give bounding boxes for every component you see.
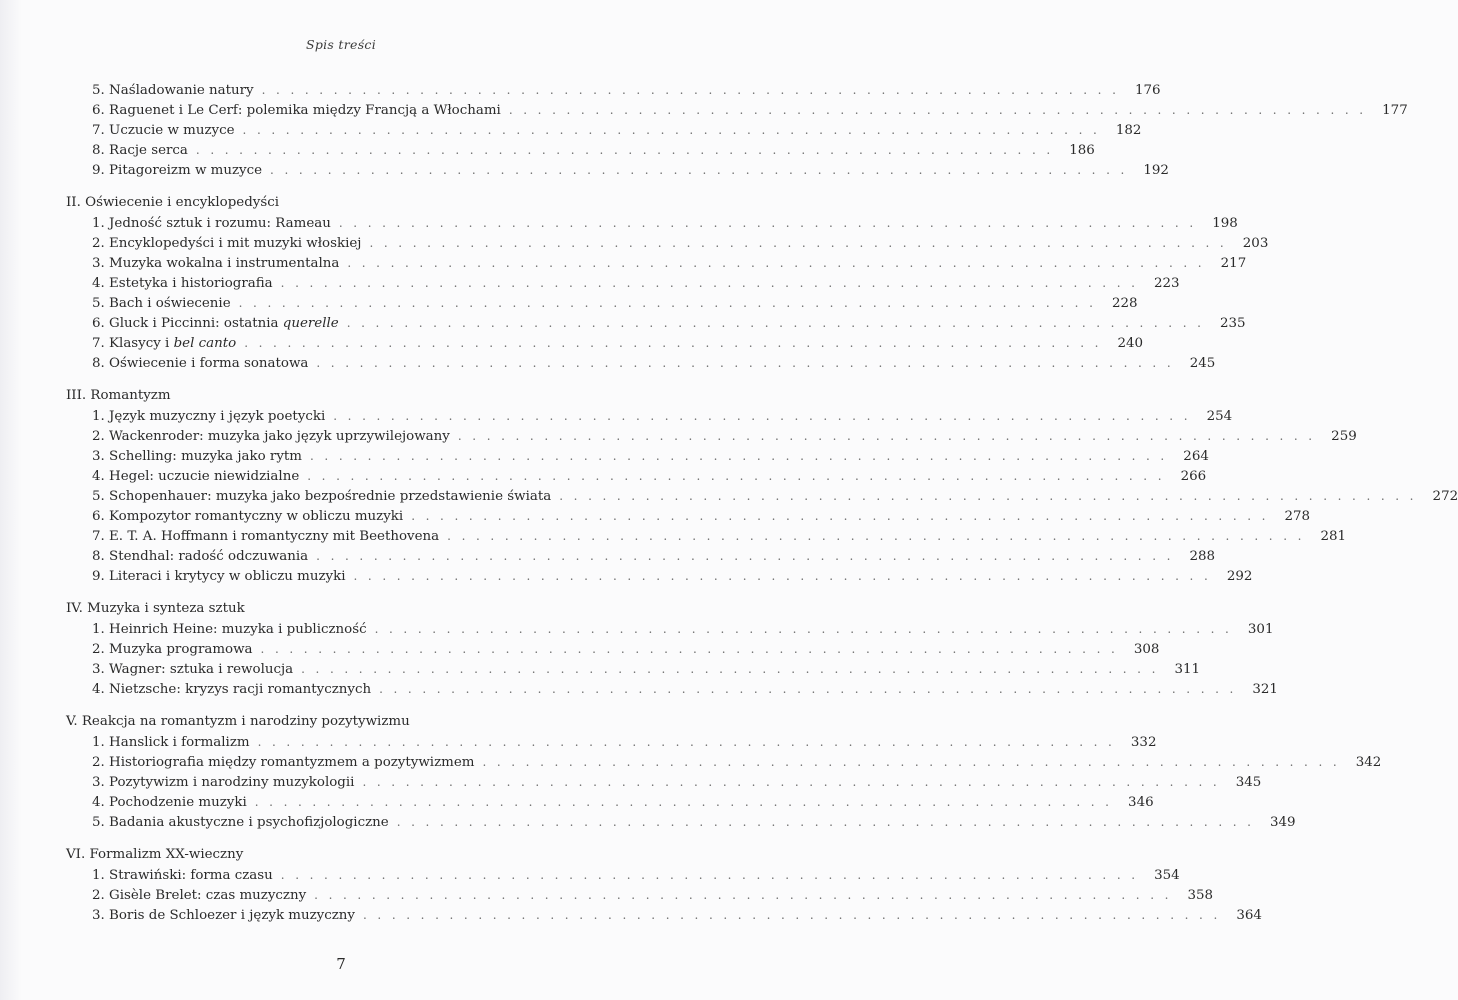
- entry-page-number: 266: [1180, 469, 1207, 484]
- toc-section: [66, 80, 1408, 180]
- entry-title: [92, 407, 325, 427]
- entry-title: [92, 467, 299, 487]
- entry-title: [92, 334, 236, 354]
- toc-entry[interactable]: [66, 865, 1180, 885]
- entry-title-text: 3. Boris de Schloezer i język muzyczny: [92, 908, 355, 923]
- entry-title-text: 3. Wagner: sztuka i rewolucja: [92, 662, 294, 677]
- entry-title-text: 4. Pochodzenie muzyki: [92, 795, 247, 810]
- toc-entry[interactable]: [66, 313, 1246, 333]
- page-edge-shadow: [0, 0, 22, 1000]
- toc-entry[interactable]: [66, 293, 1138, 313]
- toc-entry[interactable]: [66, 619, 1274, 639]
- toc-entry[interactable]: [66, 100, 1408, 120]
- dot-leader: ............................................................: [457, 429, 1323, 443]
- dot-leader: ............................................................: [338, 216, 1204, 230]
- toc-entry[interactable]: [66, 233, 1269, 253]
- entry-title-text: 2. Wackenroder: muzyka jako język uprzywilejowany: [92, 429, 450, 444]
- entry-title: [92, 214, 331, 234]
- toc-entry[interactable]: [66, 679, 1278, 699]
- entry-title: [92, 314, 339, 334]
- toc-entry[interactable]: [66, 885, 1214, 905]
- entry-page-number: 235: [1220, 316, 1246, 331]
- toc-entry[interactable]: [66, 566, 1253, 586]
- entry-title-italic: bel canto: [173, 336, 237, 351]
- entry-title: [92, 507, 403, 527]
- dot-leader: ............................................................: [314, 888, 1180, 902]
- toc-section: [66, 599, 1278, 699]
- entry-title-text: 6. Kompozytor romantyczny w obliczu muzyki: [92, 509, 404, 524]
- entry-title: [92, 866, 273, 886]
- entry-title: [92, 161, 262, 181]
- entry-page-number: 245: [1189, 356, 1216, 371]
- entry-title: [92, 447, 302, 467]
- dot-leader: ............................................................: [280, 868, 1146, 882]
- toc-entry[interactable]: [66, 353, 1216, 373]
- entry-page-number: 346: [1128, 795, 1154, 810]
- entry-title-text: 1. Jedność sztuk i rozumu: Rameau: [92, 216, 331, 231]
- entry-title: [92, 487, 551, 507]
- section-title: V. Reakcja na romantyzm i narodziny pozytywizmu: [66, 714, 410, 729]
- entry-title-text: 1. Hanslick i formalizm: [92, 735, 250, 750]
- entry-title: [92, 753, 474, 773]
- entry-title: [92, 886, 306, 906]
- entry-page-number: 272: [1432, 489, 1458, 504]
- toc-entry[interactable]: [66, 546, 1216, 566]
- entry-page-number: 278: [1284, 509, 1311, 524]
- table-of-contents: [66, 80, 1458, 938]
- entry-title-text: 7. Klasycy i: [92, 336, 174, 351]
- dot-leader: ............................................................: [362, 775, 1228, 789]
- toc-entry[interactable]: [66, 792, 1154, 812]
- toc-entry[interactable]: [66, 80, 1161, 100]
- dot-leader: ............................................................: [270, 163, 1135, 177]
- entry-title-text: 1. Język muzyczny i język poetycki: [92, 409, 326, 424]
- entry-title-text: 2. Muzyka programowa: [92, 642, 253, 657]
- entry-title: [92, 234, 361, 254]
- dot-leader: ............................................................: [346, 316, 1212, 330]
- entry-title: [92, 773, 354, 793]
- toc-entry[interactable]: [66, 426, 1357, 446]
- entry-page-number: 223: [1153, 276, 1180, 291]
- section-title: IV. Muzyka i synteza sztuk: [66, 601, 245, 616]
- dot-leader: ............................................................: [369, 236, 1235, 250]
- dot-leader: ............................................................: [316, 549, 1182, 563]
- entry-title: [92, 274, 273, 294]
- page-number: 7: [336, 955, 346, 973]
- toc-entry[interactable]: [66, 273, 1180, 293]
- entry-title: [92, 121, 235, 141]
- toc-entry[interactable]: [66, 639, 1160, 659]
- entry-page-number: 342: [1355, 755, 1382, 770]
- entry-page-number: 308: [1133, 642, 1160, 657]
- toc-entry[interactable]: [66, 506, 1311, 526]
- entry-title: [92, 680, 371, 700]
- entry-page-number: 217: [1220, 256, 1247, 271]
- entry-title-text: 2. Historiografia między romantyzmem a pozytywizmem: [92, 755, 475, 770]
- toc-entry[interactable]: [66, 659, 1200, 679]
- dot-leader: ............................................................: [482, 755, 1348, 769]
- entry-title-text: 5. Badania akustyczne i psychofizjologiczne: [92, 815, 389, 830]
- dot-leader: ............................................................: [316, 356, 1182, 370]
- entry-title-text: 8. Stendhal: radość odczuwania: [92, 549, 309, 564]
- dot-leader: ............................................................: [333, 409, 1199, 423]
- entry-page-number: 228: [1111, 296, 1138, 311]
- toc-entry[interactable]: [66, 772, 1262, 792]
- entry-title-text: 3. Schelling: muzyka jako rytm: [92, 449, 302, 464]
- entry-title: [92, 81, 254, 101]
- toc-entry[interactable]: [66, 406, 1233, 426]
- entry-page-number: 264: [1183, 449, 1209, 464]
- dot-leader: ............................................................: [307, 469, 1173, 483]
- entry-title: [92, 733, 250, 753]
- dot-leader: ............................................................: [374, 622, 1240, 636]
- dot-leader: ............................................................: [411, 509, 1277, 523]
- toc-entry[interactable]: [66, 140, 1095, 160]
- entry-page-number: 192: [1143, 163, 1169, 178]
- toc-section: [66, 386, 1458, 586]
- entry-title-text: 5. Schopenhauer: muzyka jako bezpośrednie przedstawienie świata: [92, 489, 552, 504]
- toc-entry[interactable]: [66, 160, 1169, 180]
- entry-page-number: 311: [1174, 662, 1200, 677]
- dot-leader: ............................................................: [254, 795, 1120, 809]
- entry-title: [92, 427, 450, 447]
- entry-title: [92, 640, 253, 660]
- entry-title-text: 9. Literaci i krytycy w obliczu muzyki: [92, 569, 346, 584]
- entry-page-number: 364: [1236, 908, 1262, 923]
- entry-page-number: 182: [1115, 123, 1142, 138]
- entry-title: [92, 254, 339, 274]
- entry-page-number: 301: [1247, 622, 1274, 637]
- entry-page-number: 176: [1134, 83, 1161, 98]
- dot-leader: ............................................................: [257, 735, 1123, 749]
- toc-entry[interactable]: [66, 812, 1296, 832]
- dot-leader: ............................................................: [260, 642, 1126, 656]
- toc-entry[interactable]: [66, 446, 1209, 466]
- entry-title-text: 7. E. T. A. Hoffmann i romantyczny mit Beethovena: [92, 529, 440, 544]
- dot-leader: ............................................................: [508, 103, 1374, 117]
- dot-leader: ............................................................: [447, 529, 1313, 543]
- section-title: II. Oświecenie i encyklopedyści: [66, 195, 280, 210]
- toc-entry[interactable]: [66, 526, 1347, 546]
- toc-entry[interactable]: [66, 466, 1207, 486]
- toc-entry[interactable]: [66, 905, 1262, 925]
- dot-leader: ............................................................: [309, 449, 1175, 463]
- toc-section: [66, 712, 1382, 832]
- entry-title-text: 2. Gisèle Brelet: czas muzyczny: [92, 888, 307, 903]
- entry-title-text: 1. Heinrich Heine: muzyka i publiczność: [92, 622, 367, 637]
- entry-title-text: 4. Nietzsche: kryzys racji romantycznych: [92, 682, 372, 697]
- section-title: VI. Formalizm XX-wieczny: [66, 847, 244, 862]
- dot-leader: ............................................................: [379, 682, 1244, 696]
- entry-title: [92, 793, 247, 813]
- entry-page-number: 354: [1154, 868, 1180, 883]
- entry-page-number: 240: [1117, 336, 1144, 351]
- entry-title-text: 8. Racje serca: [92, 143, 188, 158]
- entry-page-number: 198: [1212, 216, 1238, 231]
- toc-entry[interactable]: [66, 732, 1157, 752]
- entry-page-number: 177: [1382, 103, 1408, 118]
- entry-title-text: 3. Pozytywizm i narodziny muzykologii: [92, 775, 355, 790]
- entry-page-number: 332: [1130, 735, 1157, 750]
- dot-leader: ............................................................: [242, 123, 1108, 137]
- entry-title-text: 6. Raguenet i Le Cerf: polemika między Francją a Włochami: [92, 103, 501, 118]
- dot-leader: ............................................................: [353, 569, 1219, 583]
- entry-page-number: 292: [1226, 569, 1253, 584]
- toc-entry[interactable]: [66, 486, 1458, 506]
- entry-page-number: 288: [1189, 549, 1216, 564]
- entry-title: [92, 527, 439, 547]
- running-head: Spis treści: [305, 37, 377, 52]
- dot-leader: ............................................................: [195, 143, 1061, 157]
- entry-page-number: 345: [1235, 775, 1262, 790]
- toc-entry[interactable]: [66, 253, 1247, 273]
- entry-title: [92, 813, 389, 833]
- dot-leader: ............................................................: [238, 296, 1104, 310]
- entry-title: [92, 354, 308, 374]
- entry-page-number: 281: [1320, 529, 1347, 544]
- entry-title-text: 5. Naśladowanie natury: [92, 83, 254, 98]
- entry-page-number: 321: [1252, 682, 1278, 697]
- entry-title-text: 9. Pitagoreizm w muzyce: [92, 163, 263, 178]
- dot-leader: ............................................................: [244, 336, 1110, 350]
- entry-title: [92, 660, 293, 680]
- entry-page-number: 186: [1069, 143, 1095, 158]
- toc-entry[interactable]: [66, 333, 1144, 353]
- entry-page-number: 349: [1270, 815, 1296, 830]
- entry-title-text: 4. Estetyka i historiografia: [92, 276, 273, 291]
- entry-title-text: 4. Hegel: uczucie niewidzialne: [92, 469, 300, 484]
- entry-title-text: 1. Strawiński: forma czasu: [92, 868, 273, 883]
- toc-entry[interactable]: [66, 752, 1382, 772]
- entry-title-italic: querelle: [282, 316, 339, 331]
- dot-leader: ............................................................: [347, 256, 1213, 270]
- dot-leader: ............................................................: [280, 276, 1146, 290]
- entry-title-text: 3. Muzyka wokalna i instrumentalna: [92, 256, 340, 271]
- entry-title-text: 7. Uczucie w muzyce: [92, 123, 235, 138]
- toc-entry[interactable]: [66, 120, 1142, 140]
- dot-leader: ............................................................: [559, 489, 1425, 503]
- entry-title-text: 2. Encyklopedyści i mit muzyki włoskiej: [92, 236, 362, 251]
- entry-page-number: 259: [1331, 429, 1357, 444]
- toc-section: [66, 845, 1262, 925]
- entry-title: [92, 906, 355, 926]
- entry-title-text: 5. Bach i oświecenie: [92, 296, 231, 311]
- entry-title: [92, 620, 367, 640]
- dot-leader: ............................................................: [363, 908, 1228, 922]
- entry-title: [92, 141, 188, 161]
- entry-title: [92, 101, 501, 121]
- toc-section: [66, 193, 1269, 373]
- entry-title-text: 6. Gluck i Piccinni: ostatnia: [92, 316, 283, 331]
- dot-leader: ............................................................: [301, 662, 1166, 676]
- entry-title: [92, 294, 231, 314]
- entry-title: [92, 567, 346, 587]
- entry-page-number: 203: [1242, 236, 1269, 251]
- dot-leader: ............................................................: [396, 815, 1262, 829]
- entry-page-number: 358: [1187, 888, 1214, 903]
- entry-title-text: 8. Oświecenie i forma sonatowa: [92, 356, 309, 371]
- entry-page-number: 254: [1206, 409, 1233, 424]
- toc-entry[interactable]: [66, 213, 1238, 233]
- dot-leader: ............................................................: [261, 83, 1127, 97]
- section-title: III. Romantyzm: [66, 388, 171, 403]
- entry-title: [92, 547, 308, 567]
